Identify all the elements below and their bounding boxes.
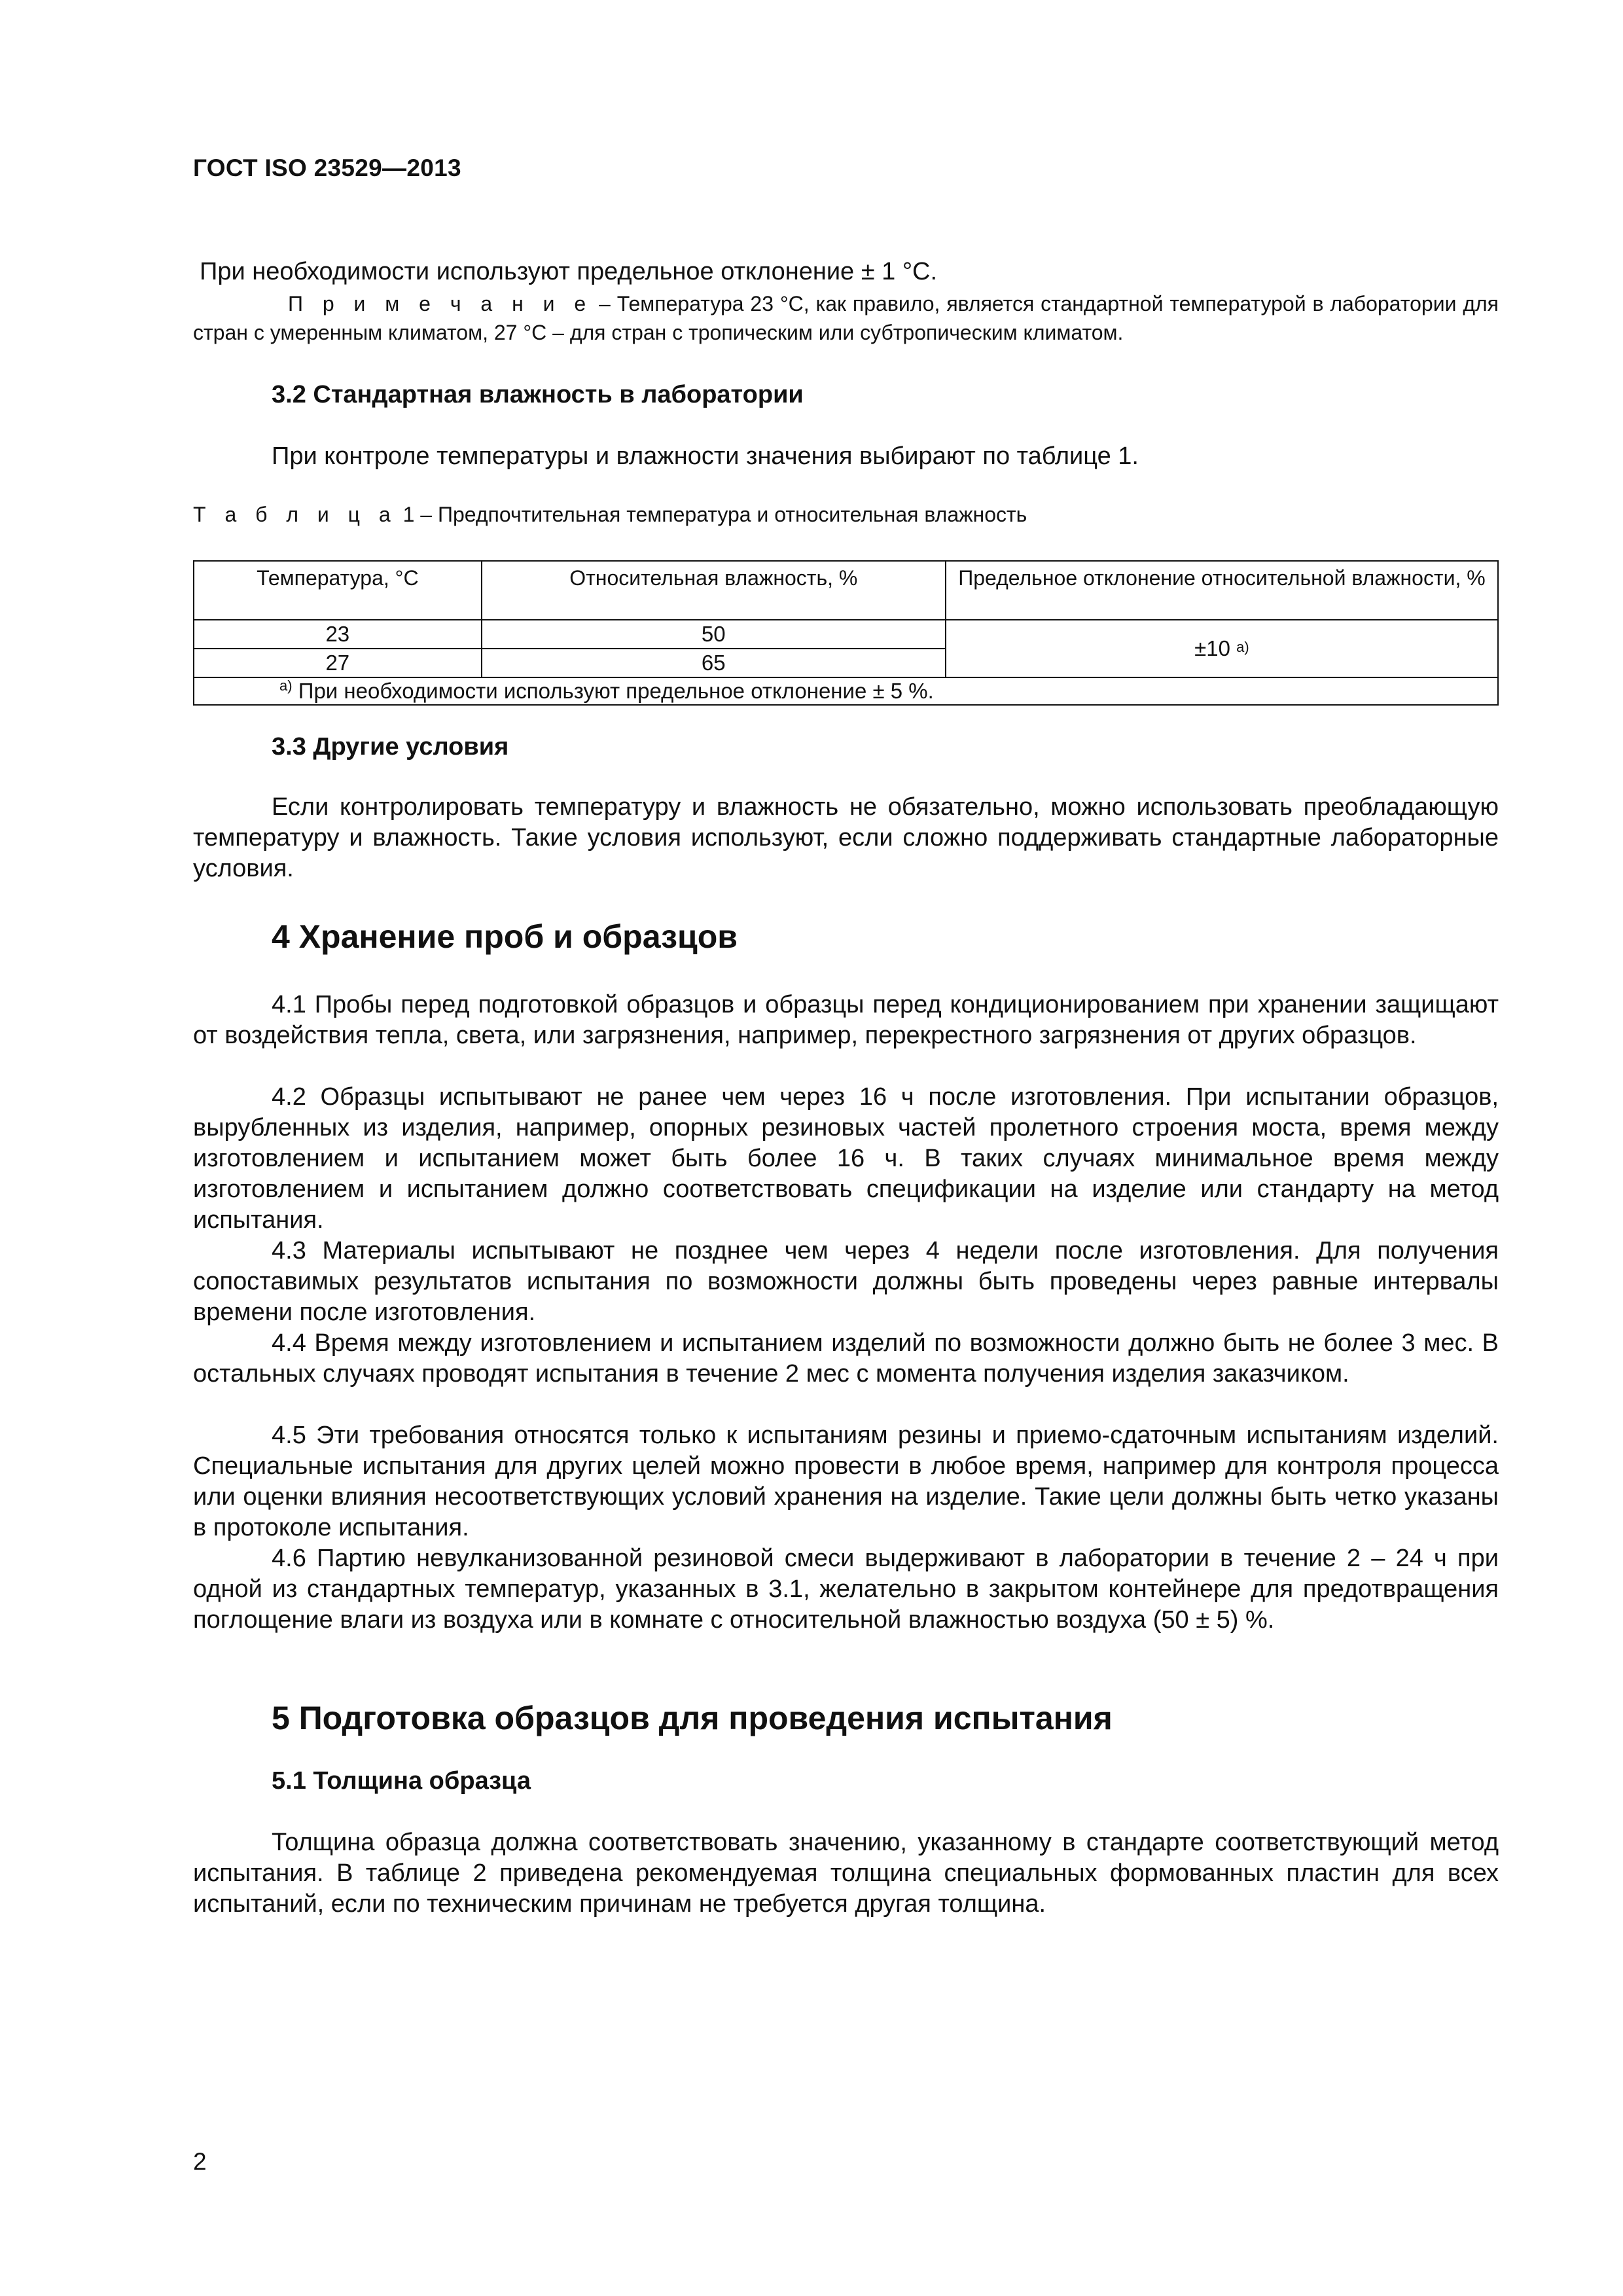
table-footnote (194, 677, 1498, 705)
paragraph-4-4: 4.4 Время между изготовлением и испытанием изделий по возможности должно быть не более 3 мес. В остальных случаях проводят испытания в течение 2 мес с момента получения изделия заказчиком. (193, 1329, 1499, 1388)
cell-temperature: 27 (194, 649, 482, 677)
tolerance-value: ±10 (1194, 636, 1230, 660)
section-5-1-text: Толщина образца должна соответствовать значению, указанному в стандарте соответствующий метод испытания. В таблице 2 приведена рекомендуемая толщина специальных формованных пластин для всех испытаний, если по техническим причинам не требуется другая толщина. (193, 1829, 1499, 1918)
paragraph-4-1: 4.1 Пробы перед подготовкой образцов и образцы перед кондиционированием при хранении защищают от воздействия тепла, света, или загрязнения, например, перекрестного загрязнения от других образцов. (193, 991, 1499, 1049)
footnote-text: При необходимости используют предельное отклонение ± 5 %. (292, 679, 934, 703)
table-caption-text: 1 – Предпочтительная температура и относительная влажность (397, 503, 1027, 526)
cell-humidity: 50 (482, 620, 946, 649)
paragraph-4-2: 4.2 Образцы испытывают не ранее чем через 16 ч после изготовления. При испытании образцов, вырубленных из изделия, например, опорных резиновых частей пролетного строения моста, время между изготовлением и испытанием может быть более 16 ч. В таких случаях минимальное время между изготовлением и испытанием должно соответствовать спецификации на изделие или стандарту на метод испытания. (193, 1083, 1499, 1234)
intro-note (193, 289, 1499, 347)
page-number: 2 (193, 2148, 207, 2175)
section-3-3-title: 3.3 Другие условия (272, 733, 509, 761)
cell-humidity: 65 (482, 649, 946, 677)
section-5-1-title: 5.1 Толщина образца (272, 1767, 531, 1795)
section-5-title: 5 Подготовка образцов для проведения испытания (272, 1700, 1113, 1736)
document-header: ГОСТ ISO 23529—2013 (193, 154, 461, 181)
section-4-title: 4 Хранение проб и образцов (272, 918, 738, 955)
section-3-2-title: 3.2 Стандартная влажность в лаборатории (272, 381, 804, 408)
header-humidity: Относительная влажность, % (482, 561, 946, 620)
table-caption-label: Т а б л и ц а (193, 503, 397, 526)
table-1 (193, 560, 1499, 706)
note-label: П р и м е ч а н и е (288, 292, 593, 315)
table-caption (193, 503, 1027, 527)
paragraph-4-6: 4.6 Партию невулканизованной резиновой смеси выдерживают в лаборатории в течение 2 – 24 ч при одной из стандартных температур, указанных в 3.1, желательно в закрытом контейнере для предотвращения поглощение влаги из воздуха или в комнате с относительной влажностью воздуха (50 ± 5) %. (193, 1545, 1499, 1634)
cell-temperature: 23 (194, 620, 482, 649)
section-3-2-text: При контроле температуры и влажности значения выбирают по таблице 1. (272, 442, 1139, 470)
paragraph-4-5: 4.5 Эти требования относятся только к испытаниям резины и приемо-сдаточным испытаниям изделий. Специальные испытания для других целей можно провести в любое время, например для контроля процесса или оценки влияния несоответствующих условий хранения на изделие. Такие цели должны быть четко указаны в протоколе испытания. (193, 1422, 1499, 1541)
cell-tolerance (946, 620, 1498, 677)
table-header-row (194, 561, 1498, 620)
table-footnote-row (194, 677, 1498, 705)
table-row (194, 620, 1498, 649)
note-text: – Температура 23 °С, как правило, является стандартной температурой в лаборатории для стран с умеренным климатом, 27 °С – для стран с тропическим или субтропическим климатом. (193, 292, 1499, 344)
footnote-mark: а) (279, 677, 293, 694)
tolerance-footnote-mark: а) (1236, 639, 1249, 655)
paragraph-4-3: 4.3 Материалы испытывают не позднее чем через 4 недели после изготовления. Для получения сопоставимых результатов испытания по возможности должны быть проведены через равные интервалы времени после изготовления. (193, 1237, 1499, 1326)
intro-paragraph: При необходимости используют предельное отклонение ± 1 °С. (200, 258, 938, 285)
header-tolerance: Предельное отклонение относительной влажности, % (946, 561, 1498, 620)
header-temperature: Температура, °С (194, 561, 482, 620)
section-3-3-text: Если контролировать температуру и влажность не обязательно, можно использовать преобладающую температуру и влажность. Такие условия используют, если сложно поддерживать стандартные лабораторные условия. (193, 793, 1499, 882)
